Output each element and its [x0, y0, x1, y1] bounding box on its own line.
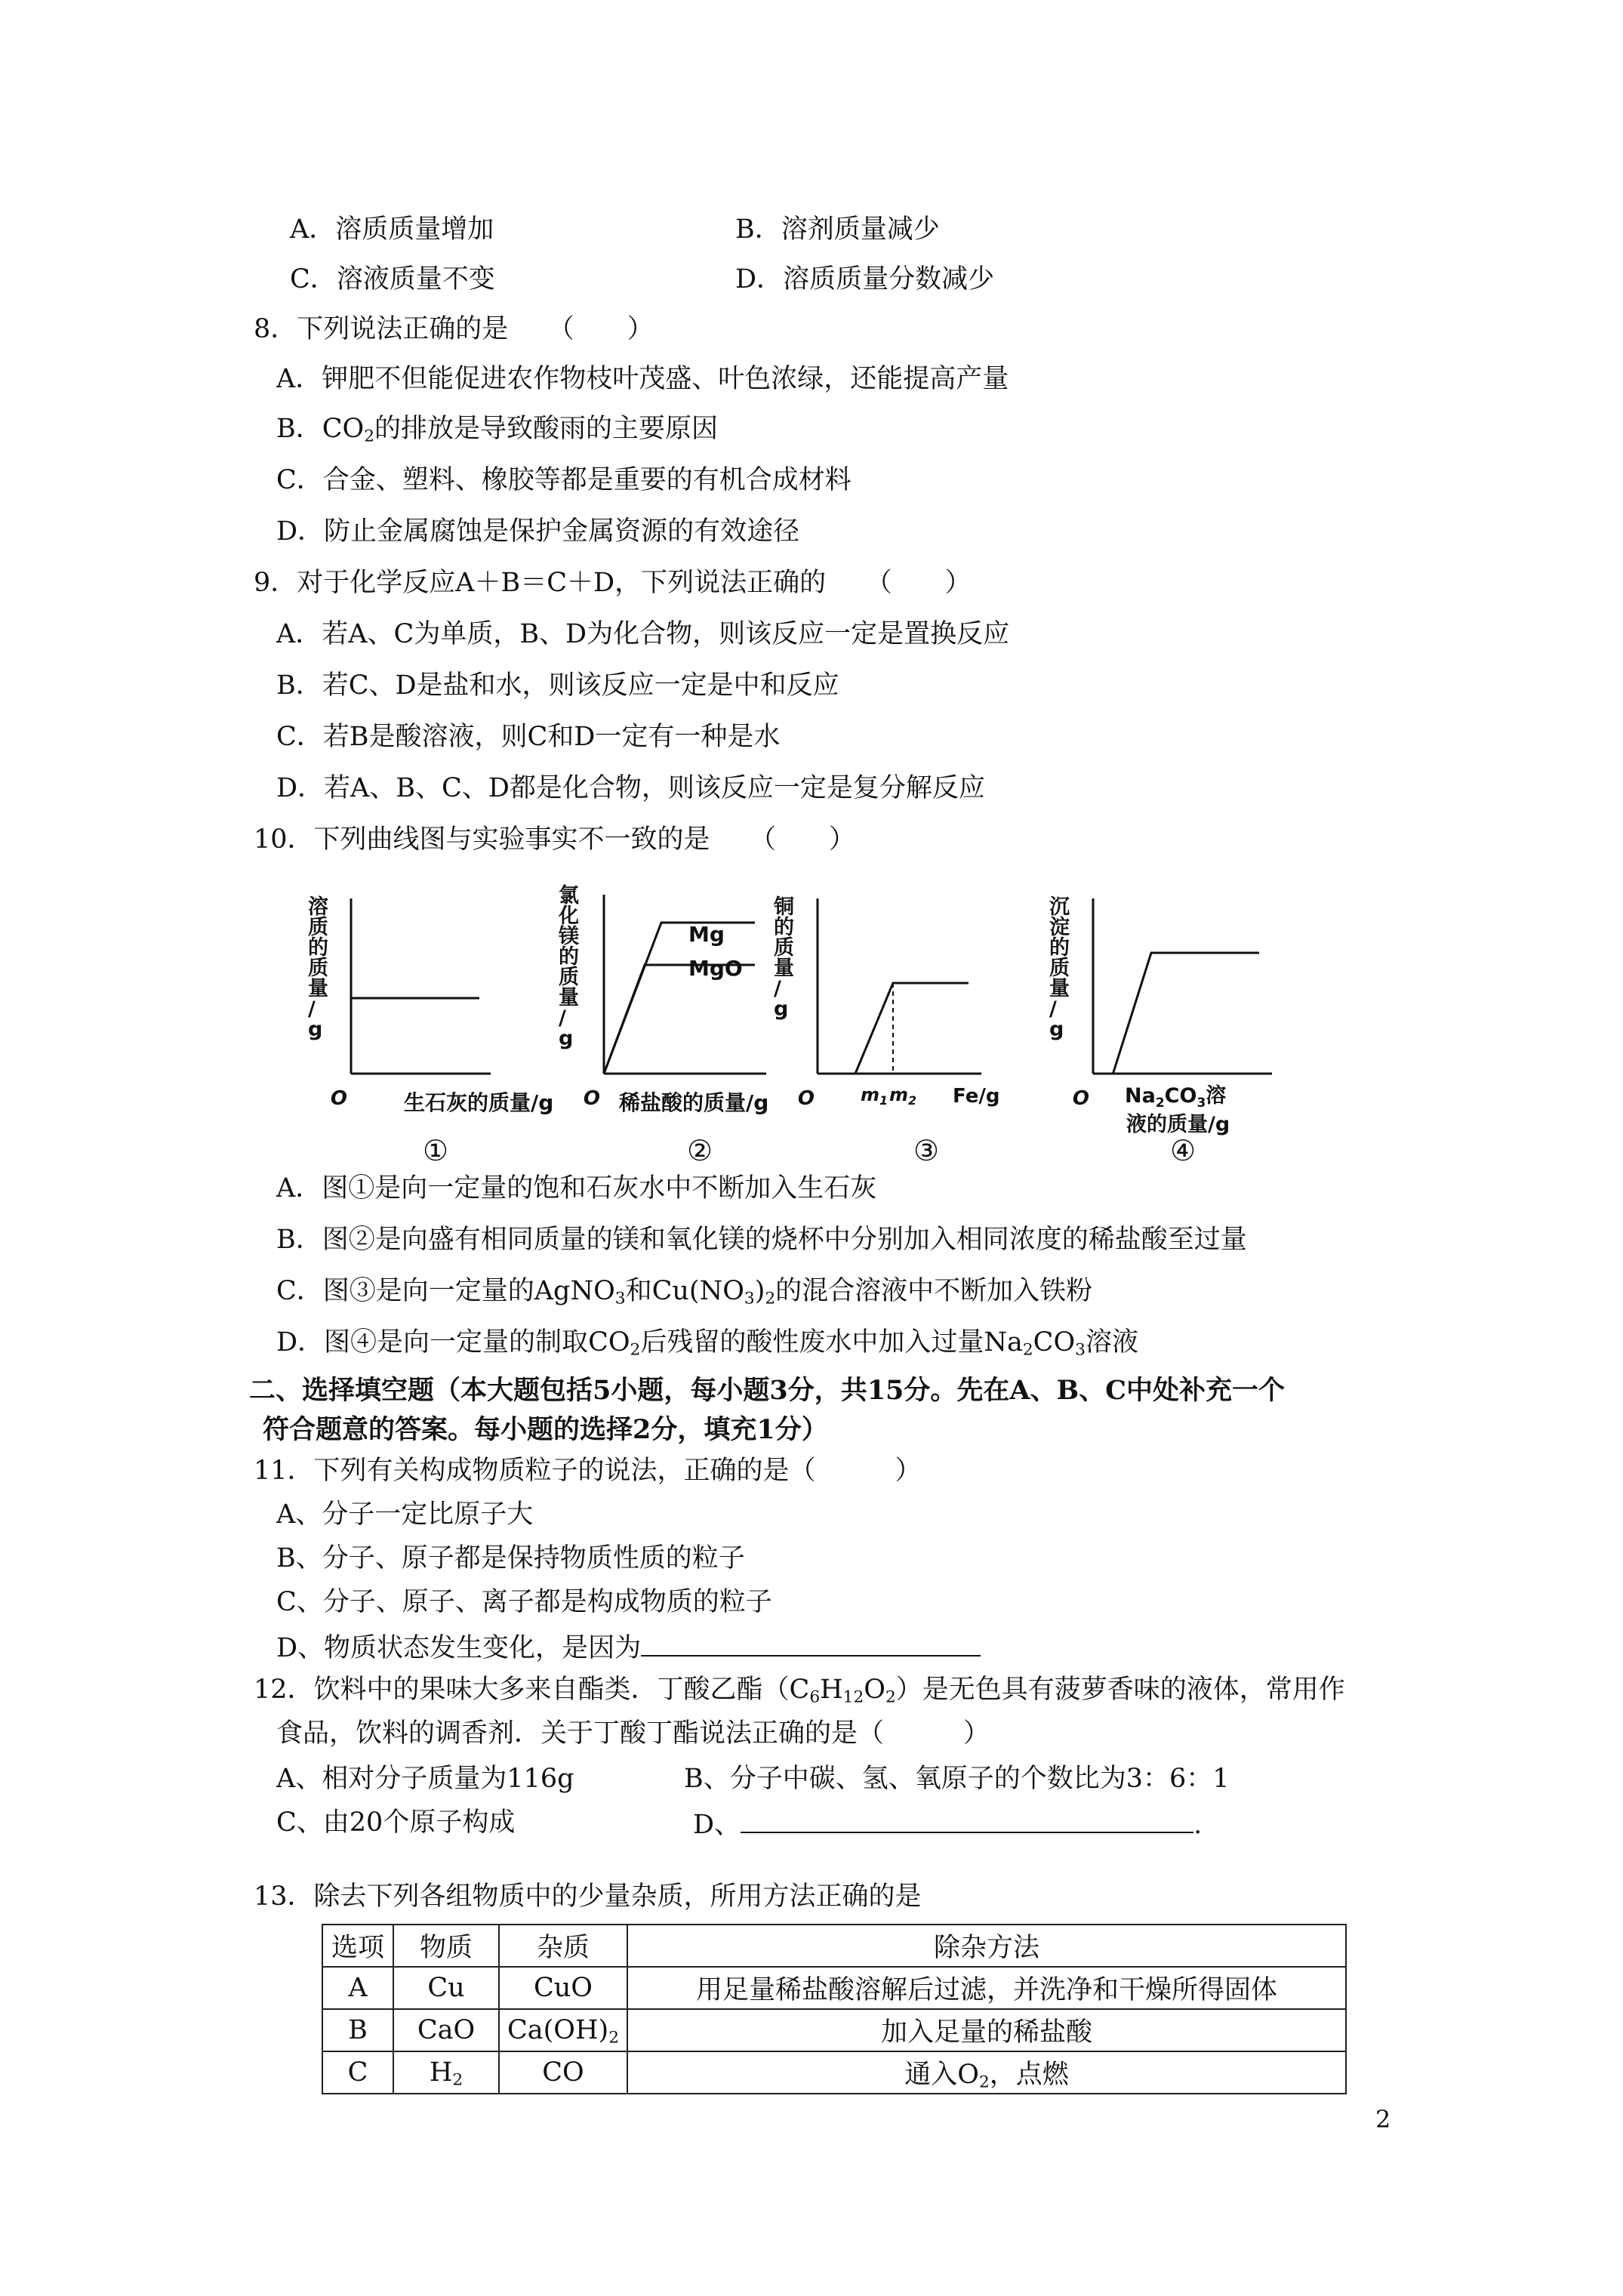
chart-2-ylabel	[558, 883, 579, 1050]
chart-4-ylabel-char: 淀	[1049, 916, 1070, 939]
chart-2-series-mgo-line	[604, 965, 755, 1074]
q12-answer-blank[interactable]	[741, 1806, 1193, 1833]
chart-4-ylabel-char: g	[1049, 1018, 1064, 1041]
q8-option-c: C．合金、塑料、橡胶等都是重要的有机合成材料	[276, 465, 852, 495]
q8-stem: 8．下列说法正确的是 （ ）	[254, 314, 654, 344]
q11-stem: 11．下列有关构成物质粒子的说法，正确的是（ ）	[254, 1456, 922, 1486]
chart-3-tick-m2: $m_2$	[889, 1084, 917, 1108]
q11-answer-blank[interactable]	[641, 1629, 981, 1657]
chart-4-ylabel-char: 沉	[1049, 895, 1070, 919]
chart-2-ylabel-char: g	[559, 1027, 574, 1050]
chart-4-ylabel-char: 的	[1049, 936, 1070, 960]
q13-stem: 13．除去下列各组物质中的少量杂质，所用方法正确的是	[254, 1881, 922, 1912]
chart-3-origin: O	[797, 1087, 815, 1110]
chart-2-ylabel-char: 质	[559, 966, 579, 989]
q9-stem: 9．对于化学反应A＋B＝C＋D，下列说法正确的 （ ）	[254, 568, 972, 598]
q10-option-d: D．图④是向一定量的制取$CO_2$后残留的酸性废水中加入过量$Na_2CO_3$溶液	[276, 1327, 1138, 1360]
chart-2-ylabel-char: 化	[559, 905, 579, 928]
chart-3-ylabel-char: 质	[774, 936, 794, 960]
q9-option-c: C．若B是酸溶液，则C和D一定有一种是水	[276, 722, 781, 752]
chart-4-series-line	[1093, 953, 1259, 1074]
chart-4	[1049, 895, 1272, 1163]
q7-option-a: A．溶质质量增加	[290, 214, 494, 245]
chart-1-xlabel: 生石灰的质量/g	[404, 1090, 554, 1115]
chart-3	[773, 895, 999, 1163]
q9-option-d: D．若A、B、C、D都是化合物，则该反应一定是复分解反应	[276, 773, 985, 803]
chart-2-legend-mgo: MgO	[688, 956, 743, 981]
q9-option-a: A．若A、C为单质，B、D为化合物，则该反应一定是置换反应	[276, 619, 1010, 649]
chart-4-xlabel-line2: 液的质量/g	[1126, 1113, 1230, 1136]
chart-3-ylabel-char: 的	[774, 916, 794, 939]
q8-option-b: B．$CO_2$的排放是导致酸雨的主要原因	[276, 414, 719, 446]
q7-option-b: B．溶剂质量减少	[735, 214, 940, 245]
q13-options-table	[322, 1924, 1347, 2094]
q7-option-d: D．溶质质量分数减少	[735, 264, 995, 294]
chart-4-ylabel-char: /	[1049, 997, 1057, 1021]
row-a-substance: Cu	[393, 1967, 499, 2009]
chart-1-ylabel-char: 质	[308, 916, 328, 939]
chart-2-series-mg-line	[604, 923, 755, 1074]
q11-option-d: D、物质状态发生变化，是因为	[276, 1629, 981, 1665]
table-row	[322, 1967, 1346, 2009]
row-b-method: 加入足量的稀盐酸	[627, 2009, 1346, 2051]
q10-curve-charts	[302, 861, 1359, 1163]
chart-2-xlabel: 稀盐酸的质量/g	[619, 1090, 769, 1115]
q12-option-c: C、由20个原子构成	[276, 1808, 516, 1838]
chart-4-ylabel-char: 量	[1049, 977, 1070, 1000]
row-c-substance: $H_2$	[393, 2051, 499, 2094]
chart-1	[308, 895, 553, 1163]
header-impurity: 杂质	[499, 1925, 627, 1967]
chart-3-tick-m1: $m_1$	[861, 1084, 888, 1108]
chart-1-ylabel-char: 溶	[308, 895, 328, 919]
q10-option-a: A．图①是向一定量的饱和石灰水中不断加入生石灰	[276, 1173, 877, 1203]
chart-2-legend-mg: Mg	[688, 922, 725, 947]
chart-2-ylabel-char: 的	[559, 945, 579, 969]
chart-4-xlabel-line1: $Na_2CO_3$溶	[1125, 1084, 1227, 1111]
chart-4-ylabel-char: 质	[1049, 957, 1070, 980]
row-c-impurity: CO	[499, 2051, 627, 2094]
header-option: 选项	[322, 1925, 393, 1967]
page-number: 2	[1375, 2105, 1391, 2134]
row-b-substance: CaO	[393, 2009, 499, 2051]
chart-1-ylabel-char: 的	[308, 936, 328, 960]
q10-option-c: C．图③是向一定量的AgNO$_3$和$Cu(NO_3)_2$的混合溶液中不断加入铁粉	[276, 1276, 1093, 1308]
chart-3-ylabel-char: 铜	[774, 895, 794, 919]
chart-2-ylabel-char: 镁	[559, 925, 579, 948]
q10-stem: 10．下列曲线图与实验事实不一致的是 （ ）	[254, 824, 856, 855]
header-substance: 物质	[393, 1925, 499, 1967]
chart-3-ylabel-char: 量	[774, 957, 794, 980]
q12-option-a: A、相对分子质量为116g	[276, 1764, 574, 1794]
chart-2-ylabel-char: 量	[559, 986, 579, 1009]
q7-option-c: C．溶液质量不变	[290, 264, 495, 294]
table-header-row	[322, 1925, 1346, 1967]
chart-3-ylabel-char: g	[774, 997, 789, 1021]
table-row	[322, 2009, 1346, 2051]
chart-2	[558, 883, 768, 1163]
q11-option-b: B、分子、原子都是保持物质性质的粒子	[276, 1543, 745, 1573]
chart-1-ylabel	[308, 895, 328, 1041]
q12-option-d: D、 .	[693, 1806, 1202, 1841]
q12-stem-line2: 食品，饮料的调香剂．关于丁酸丁酯说法正确的是（ ）	[276, 1718, 990, 1749]
chart-1-figure-label: ①	[423, 1134, 449, 1163]
chart-3-ylabel	[773, 895, 794, 1021]
row-c-option: C	[322, 2051, 393, 2094]
q12-stem: 12．饮料中的果味大多来自酯类．丁酸乙酯$(C_6H_{12}O_2)$是无色具有菠萝香味的液体，常用作	[254, 1675, 1345, 1707]
header-method: 除杂方法	[627, 1925, 1346, 1967]
chart-1-origin: O	[330, 1087, 347, 1110]
row-c-method: 通入$O_2$，点燃	[627, 2051, 1346, 2094]
chart-4-origin: O	[1072, 1087, 1089, 1110]
chart-4-figure-label: ④	[1170, 1134, 1196, 1163]
chart-1-ylabel-char: 量	[308, 977, 328, 1000]
row-a-impurity: CuO	[499, 1967, 627, 2009]
q8-option-d: D．防止金属腐蚀是保护金属资源的有效途径	[276, 516, 800, 547]
chart-4-ylabel	[1049, 895, 1070, 1041]
table-row	[322, 2051, 1346, 2094]
chart-2-ylabel-char: /	[559, 1006, 566, 1030]
chart-1-ylabel-char: /	[308, 997, 316, 1021]
section-2-heading-line2: 符合题意的答案。每小题的选择2分，填充1分）	[263, 1414, 828, 1445]
section-2-heading: 二、选择填空题（本大题包括5小题，每小题3分，共15分。先在A、B、C中处补充一个	[249, 1375, 1286, 1406]
chart-1-ylabel-char: 质	[308, 957, 328, 980]
q11-option-c: C、分子、原子、离子都是构成物质的粒子	[276, 1587, 772, 1617]
chart-2-ylabel-char: 氯	[559, 884, 579, 908]
chart-3-ylabel-char: /	[774, 977, 781, 1000]
chart-2-figure-label: ②	[687, 1134, 713, 1163]
row-a-method: 用足量稀盐酸溶解后过滤，并洗净和干燥所得固体	[627, 1967, 1346, 2009]
q10-option-b: B．图②是向盛有相同质量的镁和氧化镁的烧杯中分别加入相同浓度的稀盐酸至过量	[276, 1225, 1247, 1255]
q8-option-a: A．钾肥不但能促进农作物枝叶茂盛、叶色浓绿，还能提高产量	[276, 364, 1009, 394]
row-b-option: B	[322, 2009, 393, 2051]
row-a-option: A	[322, 1967, 393, 2009]
q11-option-a: A、分子一定比原子大	[276, 1499, 534, 1530]
chart-2-origin: O	[583, 1087, 600, 1110]
chart-3-xlabel: Fe/g	[953, 1085, 1000, 1108]
chart-1-ylabel-char: g	[308, 1018, 323, 1041]
row-b-impurity: $Ca(OH)_2$	[499, 2009, 627, 2051]
q9-option-b: B．若C、D是盐和水，则该反应一定是中和反应	[276, 670, 839, 701]
q12-option-b: B、分子中碳、氢、氧原子的个数比为3：6：1	[684, 1764, 1230, 1794]
chart-3-figure-label: ③	[913, 1134, 940, 1163]
